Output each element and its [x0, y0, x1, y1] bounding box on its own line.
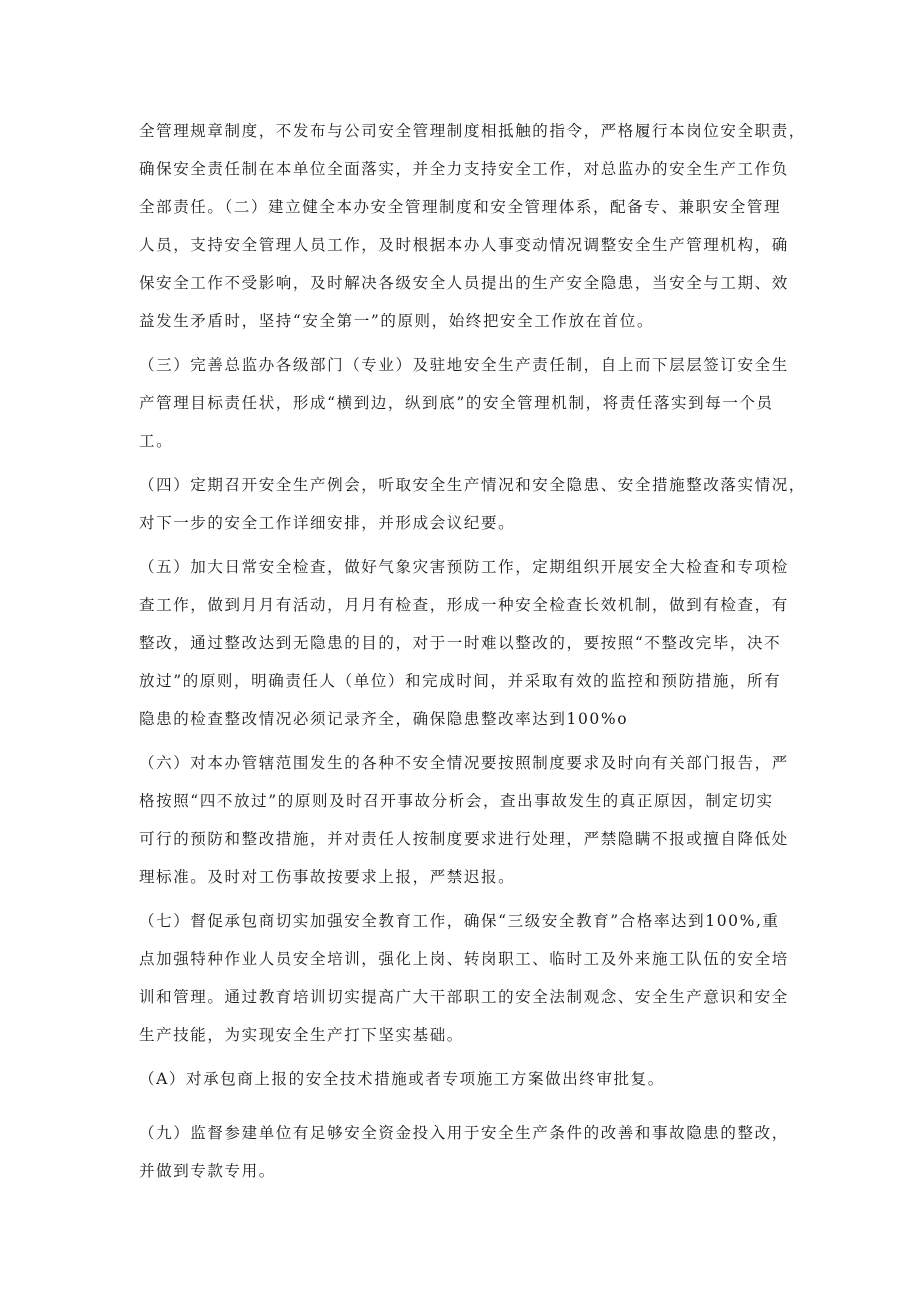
- text-line: 格按照“四不放过”的原则及时召开事故分析会，查出事故发生的真正原因，制定切实: [139, 792, 774, 810]
- text-line: （六）对本办管辖范围发生的各种不安全情况要按照制度要求及时向有关部门报告，严: [139, 754, 789, 772]
- text-line: （七）督促承包商切实加强安全教育工作，确保“三级安全教育”合格率达到100%,重: [139, 912, 780, 930]
- text-line: 全管理规章制度，不发布与公司安全管理制度相抵触的指令，严格履行本岗位安全职责，: [139, 122, 806, 140]
- text-line: 对下一步的安全工作详细安排，并形成会议纪要。: [139, 514, 516, 532]
- text-line: 查工作，做到月月有活动，月月有检查，形成一种安全检查长效机制，做到有检查，有: [139, 596, 789, 614]
- text-line: （五）加大日常安全检查，做好气象灾害预防工作，定期组织开展安全大检查和专项检: [139, 558, 789, 576]
- text-line: 放过”的原则，明确责任人（单位）和完成时间，并采取有效的监控和预防措施，所有: [139, 672, 782, 690]
- text-line: （九）监督参建单位有足够安全资金投入用于安全生产条件的改善和事故隐患的整改，: [139, 1124, 789, 1142]
- text-line: 训和管理。通过教育培训切实提高广大干部职工的安全法制观念、安全生产意识和安全: [139, 988, 789, 1006]
- text-line: 并做到专款专用。: [139, 1162, 276, 1180]
- text-line: 益发生矛盾时，坚持“安全第一”的原则，始终把安全工作放在首位。: [139, 312, 654, 330]
- text-line: 人员，支持安全管理人员工作，及时根据本办人事变动情况调整安全生产管理机构，确: [139, 236, 789, 254]
- text-line: 保安全工作不受影响，及时解决各级安全人员提出的生产安全隐患，当安全与工期、效: [139, 274, 789, 292]
- text-line: 点加强特种作业人员安全培训，强化上岗、转岗职工、临时工及外来施工队伍的安全培: [139, 950, 789, 968]
- text-line: 全部责任。（二）建立健全本办安全管理制度和安全管理体系，配备专、兼职安全管理: [139, 198, 782, 216]
- text-line: 整改，通过整改达到无隐患的目的，对于一时难以整改的，要按照“不整改完毕，决不: [139, 634, 782, 652]
- text-line: 隐患的检查整改情况必须记录齐全，确保隐患整改率达到100%o: [139, 710, 629, 728]
- text-line: （四）定期召开安全生产例会，听取安全生产情况和安全隐患、安全措施整改落实情况，: [139, 476, 806, 494]
- text-line: 可行的预防和整改措施，并对责任人按制度要求进行处理，严禁隐瞒不报或擅自降低处: [139, 830, 789, 848]
- text-line: 确保安全责任制在本单位全面落实，并全力支持安全工作，对总监办的安全生产工作负: [139, 160, 789, 178]
- text-line: 生产技能，为实现安全生产打下坚实基础。: [139, 1026, 464, 1044]
- text-line: （三）完善总监办各级部门（专业）及驻地安全生产责任制，自上而下层层签订安全生: [139, 356, 789, 374]
- text-line: （A）对承包商上报的安全技术措施或者专项施工方案做出终审批复。: [139, 1070, 665, 1088]
- text-line: 工。: [139, 432, 174, 450]
- text-line: 理标准。及时对工伤事故按要求上报，严禁迟报。: [139, 868, 516, 886]
- text-line: 产管理目标责任状，形成“横到边，纵到底”的安全管理机制，将责任落实到每一个员: [139, 394, 774, 412]
